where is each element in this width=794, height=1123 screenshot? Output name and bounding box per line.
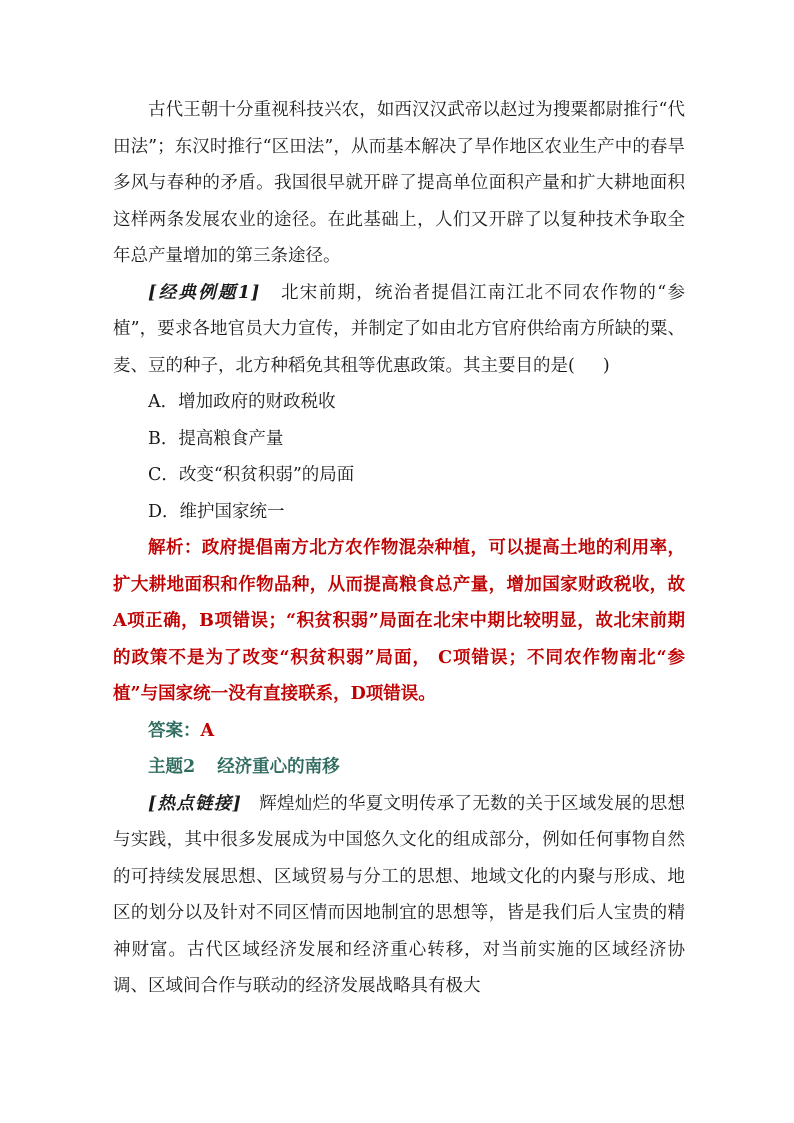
- example-question-close: ): [602, 355, 610, 376]
- intro-paragraph: 古代王朝十分重视科技兴农，如西汉汉武帝以赵过为搜粟都尉推行“代田法”；东汉时推行“区田法”，从而基本解决了旱作地区农业生产中的春旱多风与春种的矛盾。我国很早就开辟了提高单位面积产量和扩大耕地面积这样两条发展农业的途径。在此基础上，人们又开辟了以复种技术争取全年总产量增加的第三条途径。: [113, 100, 685, 266]
- example-tag: [经典例题1]: [148, 282, 261, 303]
- answer-value: A: [200, 720, 215, 741]
- topic-title: 经济重心的南移: [217, 757, 340, 777]
- hotspot-text: 辉煌灿烂的华夏文明传承了无数的关于区域发展的思想与实践，其中很多发展成为中国悠久文化的组成部分，例如任何事物自然的可持续发展思想、区域贸易与分工的思想、地域文化的内聚与形成、地区的划分以及针对不同区情而因地制宜的思想等，皆是我们后人宝贵的精神财富。古代区域经济发展和经济重心转移，对当前实施的区域经济协调、区域间合作与联动的经济发展战略具有极大: [113, 793, 685, 996]
- topic-number: 主题2: [148, 757, 196, 777]
- option-d: D．维护国家统一: [148, 501, 285, 522]
- example-question: [113, 275, 685, 385]
- analysis-label: 解析：: [148, 538, 202, 558]
- analysis: [113, 530, 685, 713]
- answer-label: 答案：: [148, 720, 201, 741]
- topic-heading: [113, 749, 685, 786]
- analysis-text: 政府提倡南方北方农作物混杂种植，可以提高土地的利用率，扩大耕地面积和作物品种，从而提高粮食总产量，增加国家财政税收，故A项正确，B项错误；“积贫积弱”局面在北宋中期比较明显，故北宋前期的政策不是为了改变“积贫积弱”局面， C项错误；不同农作物南北“参植”与国家统一没有直接联系，D项错误。: [113, 538, 686, 704]
- option-b: B．提高粮食产量: [148, 428, 284, 449]
- hotspot-tag: [热点链接]: [148, 793, 242, 814]
- example-question-text: 北宋前期，统治者提倡江南江北不同农作物的“参植”，要求各地官员大力宣传，并制定了如由北方官府供给南方所缺的粟、麦、豆的种子，北方种稻免其租等优惠政策。其主要目的是(: [113, 282, 685, 376]
- document-page: [113, 92, 685, 1005]
- answer: [113, 713, 685, 750]
- hotspot-paragraph: [113, 786, 685, 1005]
- option-c: C．改变“积贫积弱”的局面: [148, 465, 355, 485]
- option-a: A．增加政府的财政税收: [148, 392, 336, 412]
